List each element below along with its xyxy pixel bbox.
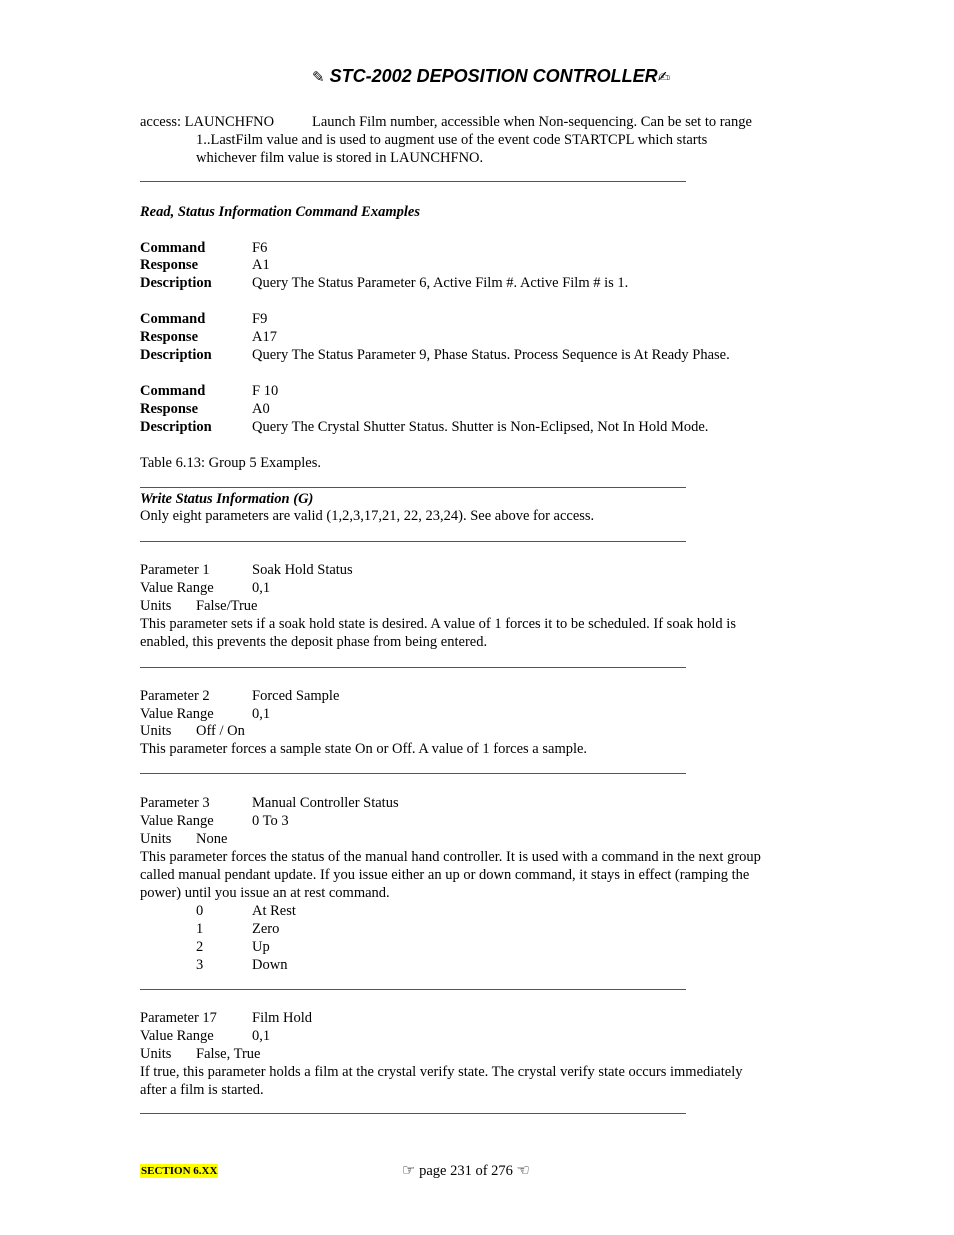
pencil-right-icon: ✍	[657, 68, 671, 86]
description-value: Query The Status Parameter 9, Phase Status. Process Sequence is At Ready Phase.	[252, 347, 730, 363]
access-line-2: 1..LastFilm value and is used to augment use of the event code STARTCPL which starts	[196, 132, 708, 148]
divider	[140, 773, 686, 774]
description-value: Query The Crystal Shutter Status. Shutter is Non-Eclipsed, Not In Hold Mode.	[252, 419, 709, 435]
command-value: F9	[252, 311, 268, 327]
units-value: Off / On	[196, 723, 245, 739]
units-label: Units	[140, 723, 172, 739]
divider	[140, 1113, 686, 1114]
description-value: Query The Status Parameter 6, Active Film #. Active Film # is 1.	[252, 275, 629, 291]
parameter-name: Film Hold	[252, 1010, 313, 1026]
command-value: F 10	[252, 383, 279, 399]
parameter-description: This parameter sets if a soak hold state is desired. A value of 1 forces it to be scheduled. If soak hold is	[140, 616, 736, 632]
units-label: Units	[140, 831, 172, 847]
value-range: 0 To 3	[252, 813, 289, 829]
write-heading: Write Status Information (G)	[140, 491, 314, 507]
value-range: 0,1	[252, 706, 271, 722]
write-note: Only eight parameters are valid (1,2,3,17,21, 22, 23,24). See above for access.	[140, 508, 595, 524]
command-label: Command	[140, 240, 206, 256]
page-footer	[402, 1161, 530, 1180]
value-range: 0,1	[252, 1028, 271, 1044]
pointing-hand-right-icon: ☞	[402, 1161, 416, 1179]
description-label: Description	[140, 347, 212, 363]
page-header	[312, 67, 670, 86]
response-value: A1	[252, 257, 270, 273]
parameter-label: Parameter 2	[140, 688, 210, 704]
divider	[140, 667, 686, 668]
parameter-label: Parameter 17	[140, 1010, 217, 1026]
parameter-description: If true, this parameter holds a film at the crystal verify state. The crystal verify state occurs immediately	[140, 1064, 743, 1080]
state-name: Zero	[252, 921, 280, 937]
parameter-description: This parameter forces a sample state On or Off. A value of 1 forces a sample.	[140, 741, 588, 757]
response-label: Response	[140, 257, 199, 273]
state-name: Down	[252, 957, 288, 973]
response-label: Response	[140, 401, 199, 417]
value-range-label: Value Range	[140, 706, 214, 722]
units-value: False, True	[196, 1046, 261, 1062]
parameter-name: Forced Sample	[252, 688, 340, 704]
units-label: Units	[140, 598, 172, 614]
value-range-label: Value Range	[140, 580, 214, 596]
examples-heading: Read, Status Information Command Examples	[140, 204, 420, 220]
parameter-description: after a film is started.	[140, 1082, 264, 1098]
pencil-left-icon: ✎	[312, 68, 325, 86]
state-code: 1	[196, 921, 204, 937]
state-code: 3	[196, 957, 204, 973]
parameter-description: power) until you issue an at rest command.	[140, 885, 390, 901]
page-number: page 231 of 276	[419, 1163, 513, 1179]
access-line-3: whichever film value is stored in LAUNCHFNO.	[196, 150, 484, 166]
divider	[140, 487, 686, 488]
section-badge	[140, 1161, 218, 1180]
page-title: STC-2002 DEPOSITION CONTROLLER	[329, 66, 658, 86]
response-value: A0	[252, 401, 270, 417]
table-caption: Table 6.13: Group 5 Examples.	[140, 455, 322, 471]
section-label: SECTION 6.XX	[141, 1165, 218, 1177]
divider	[140, 541, 686, 542]
divider	[140, 181, 686, 182]
description-label: Description	[140, 275, 212, 291]
value-range-label: Value Range	[140, 1028, 214, 1044]
command-label: Command	[140, 383, 206, 399]
value-range: 0,1	[252, 580, 271, 596]
access-label: access: LAUNCHFNO	[140, 114, 275, 130]
parameter-label: Parameter 3	[140, 795, 210, 811]
command-label: Command	[140, 311, 206, 327]
response-value: A17	[252, 329, 277, 345]
state-code: 0	[196, 903, 204, 919]
access-line-1: Launch Film number, accessible when Non-sequencing. Can be set to range	[312, 114, 752, 130]
parameter-description: This parameter forces the status of the manual hand controller. It is used with a command in the next group	[140, 849, 761, 865]
pointing-hand-left-icon: ☜	[516, 1161, 530, 1179]
divider	[140, 989, 686, 990]
value-range-label: Value Range	[140, 813, 214, 829]
state-code: 2	[196, 939, 204, 955]
parameter-description: enabled, this prevents the deposit phase from being entered.	[140, 634, 488, 650]
parameter-name: Manual Controller Status	[252, 795, 399, 811]
units-label: Units	[140, 1046, 172, 1062]
response-label: Response	[140, 329, 199, 345]
units-value: False/True	[196, 598, 258, 614]
parameter-description: called manual pendant update. If you issue either an up or down command, it stays in effect (ramping the	[140, 867, 750, 883]
command-value: F6	[252, 240, 268, 256]
parameter-name: Soak Hold Status	[252, 562, 353, 578]
units-value: None	[196, 831, 228, 847]
description-label: Description	[140, 419, 212, 435]
state-name: Up	[252, 939, 270, 955]
parameter-label: Parameter 1	[140, 562, 210, 578]
state-name: At Rest	[252, 903, 296, 919]
